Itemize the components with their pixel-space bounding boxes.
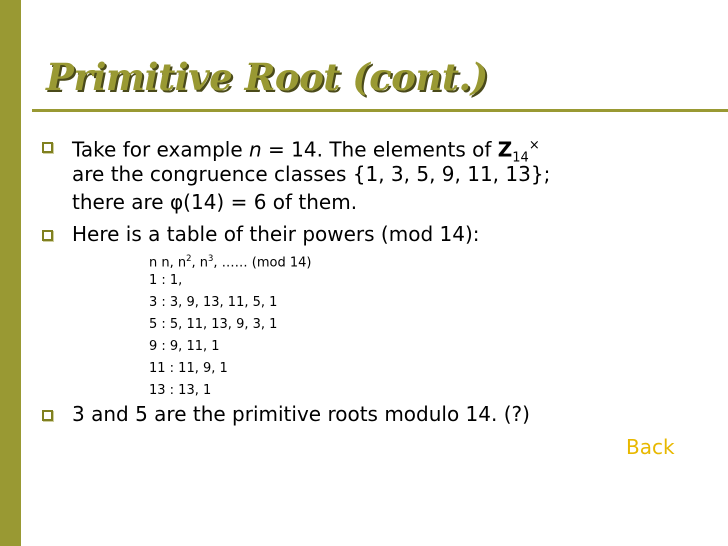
bullet-square-icon bbox=[42, 410, 53, 421]
back-link[interactable]: Back bbox=[626, 435, 675, 459]
bullet2-text: Here is a table of their powers (mod 14): bbox=[72, 222, 480, 246]
bullet-square-icon bbox=[42, 142, 53, 153]
title-underline bbox=[32, 109, 728, 112]
slide-title: Primitive Root (cont.) bbox=[46, 55, 488, 99]
bullet3-text: 3 and 5 are the primitive roots modulo 14. (?) bbox=[72, 402, 530, 426]
table-row: 3 : 3, 9, 13, 11, 5, 1 bbox=[149, 295, 278, 310]
table-row: 13 : 13, 1 bbox=[149, 383, 212, 398]
bullet1-line2: are the congruence classes {1, 3, 5, 9, 11, 13}; bbox=[72, 162, 551, 186]
bullet1-line1: Take for example n = 14. The elements of $Z_{14}^\times$ bbox=[72, 137, 540, 166]
sidebar-bar bbox=[0, 0, 21, 546]
table-row: 1 : 1, bbox=[149, 273, 183, 288]
table-row: 9 : 9, 11, 1 bbox=[149, 339, 220, 354]
table-row: 11 : 11, 9, 1 bbox=[149, 361, 228, 376]
bullet1-line3: there are φ(14) = 6 of them. bbox=[72, 190, 358, 214]
bullet-square-icon bbox=[42, 230, 53, 241]
table-header: n n, $n^2$, $n^3$, …… (mod 14) bbox=[149, 253, 312, 271]
table-row: 5 : 5, 11, 13, 9, 3, 1 bbox=[149, 317, 278, 332]
